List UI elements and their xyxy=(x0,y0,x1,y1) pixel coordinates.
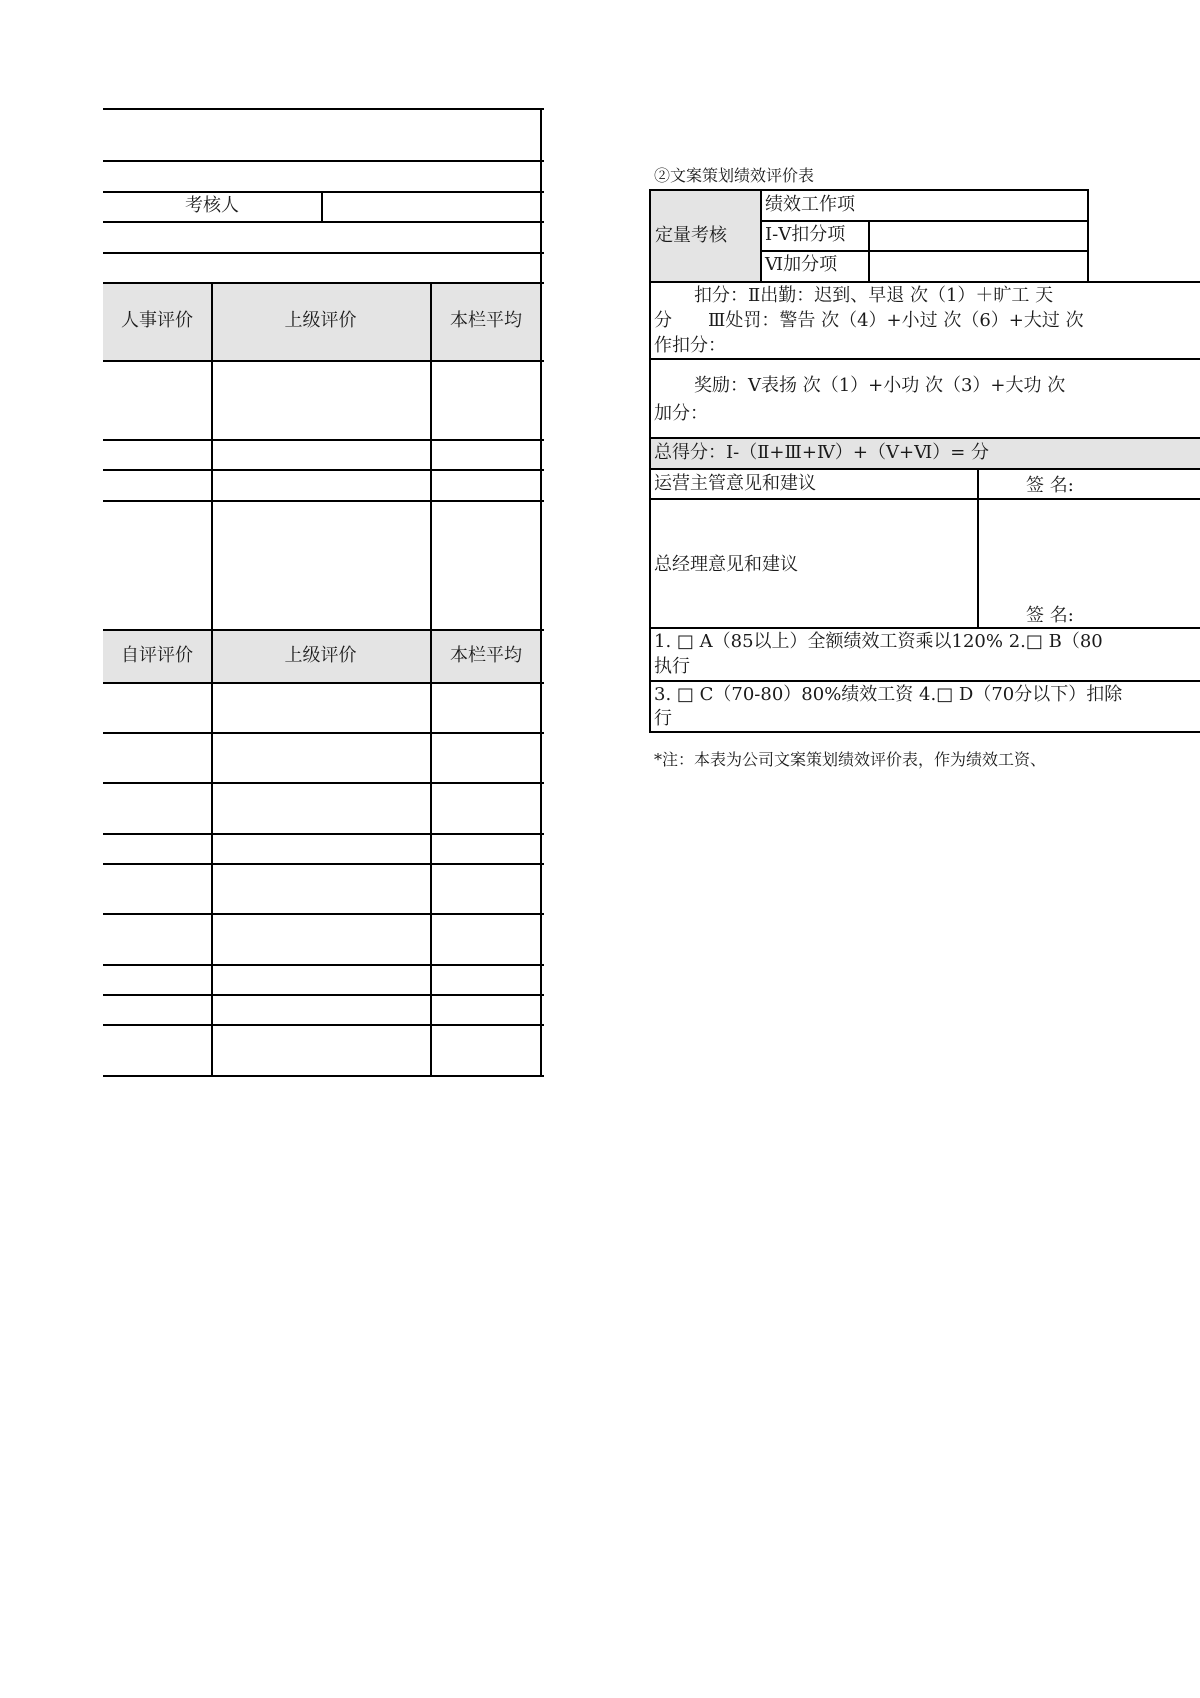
grid-line xyxy=(103,108,544,110)
reward-line-1: 奖励：Ⅴ表扬 次（1）+小功 次（3）+大功 次 xyxy=(694,375,1066,396)
header-self-evaluation: 自评评价 xyxy=(121,645,193,666)
grid-line xyxy=(430,282,432,1077)
grid-line xyxy=(649,680,1200,682)
grid-line xyxy=(649,468,1200,470)
item-bonus: Ⅵ加分项 xyxy=(765,254,838,275)
header-superior-evaluation-2: 上级评价 xyxy=(284,645,357,666)
grid-line xyxy=(103,360,544,362)
grid-line xyxy=(103,732,544,734)
item-deduct: Ⅰ-Ⅴ扣分项 xyxy=(765,224,846,245)
grid-line xyxy=(103,1075,544,1077)
grid-line xyxy=(760,250,1089,252)
gm-signature-label: 签 名: xyxy=(1026,605,1074,626)
grade-ab-line-2: 执行 xyxy=(654,656,690,677)
grid-line xyxy=(103,282,544,284)
grid-line xyxy=(103,191,544,193)
grid-line xyxy=(1087,189,1089,283)
grid-line xyxy=(103,833,544,835)
grade-cd-line-2: 行 xyxy=(654,708,672,729)
grid-line xyxy=(649,189,651,733)
grid-line xyxy=(103,782,544,784)
reward-line-2: 加分： xyxy=(654,403,708,424)
grid-line xyxy=(977,468,979,629)
grid-line xyxy=(103,439,544,441)
grid-line xyxy=(211,282,213,1077)
total-score: 总得分：Ⅰ-（Ⅱ+Ⅲ+Ⅳ）+（Ⅴ+Ⅵ）= 分 xyxy=(654,442,990,463)
grid-line xyxy=(540,108,542,1077)
form-title: ②文案策划绩效评价表 xyxy=(654,166,815,185)
header-column-average: 本栏平均 xyxy=(450,310,522,331)
reviewer-label: 考核人 xyxy=(185,195,239,216)
grid-line xyxy=(649,281,1200,283)
grid-line xyxy=(103,913,544,915)
ops-signature-label: 签 名: xyxy=(1026,475,1074,496)
grade-ab-line-1: 1. □ A（85以上）全额绩效工资乘以120% 2.□ B（80 xyxy=(654,631,1103,652)
grid-line xyxy=(103,629,544,631)
deduction-line-3: 作扣分： xyxy=(654,335,726,356)
deduction-line-1: 扣分：Ⅱ出勤：迟到、早退 次（1）＋旷工 天 xyxy=(694,285,1054,306)
ops-manager-opinion-label: 运营主管意见和建议 xyxy=(654,473,816,494)
gm-opinion-label: 总经理意见和建议 xyxy=(654,554,798,575)
grid-line xyxy=(649,498,1200,500)
grid-line xyxy=(103,964,544,966)
grid-line xyxy=(103,221,544,223)
grid-line xyxy=(868,220,870,283)
footnote: *注：本表为公司文案策划绩效评价表，作为绩效工资、 xyxy=(654,750,1047,769)
grid-line xyxy=(649,627,1200,629)
grid-line xyxy=(103,500,544,502)
header-superior-evaluation: 上级评价 xyxy=(284,310,357,331)
grid-line xyxy=(103,1024,544,1026)
grid-line xyxy=(760,189,762,283)
grid-line xyxy=(760,220,1089,222)
quant-assessment-label: 定量考核 xyxy=(655,225,727,246)
grid-line xyxy=(649,358,1200,360)
grid-line xyxy=(103,160,544,162)
header-column-average-2: 本栏平均 xyxy=(450,645,522,666)
grade-cd-line-1: 3. □ C（70-80）80%绩效工资 4.□ D（70分以下）扣除 xyxy=(654,684,1123,705)
grid-line xyxy=(103,994,544,996)
grid-line xyxy=(103,252,544,254)
grid-line xyxy=(321,191,323,222)
grid-line xyxy=(103,863,544,865)
grid-line xyxy=(649,189,1089,191)
header-hr-evaluation: 人事评价 xyxy=(121,310,193,331)
grid-line xyxy=(103,682,544,684)
grid-line xyxy=(649,731,1200,733)
grid-line xyxy=(649,437,1200,439)
item-work: 绩效工作项 xyxy=(765,194,855,215)
grid-line xyxy=(103,469,544,471)
deduction-line-2: 分 Ⅲ处罚：警告 次（4）+小过 次（6）+大过 次 xyxy=(654,310,1084,331)
